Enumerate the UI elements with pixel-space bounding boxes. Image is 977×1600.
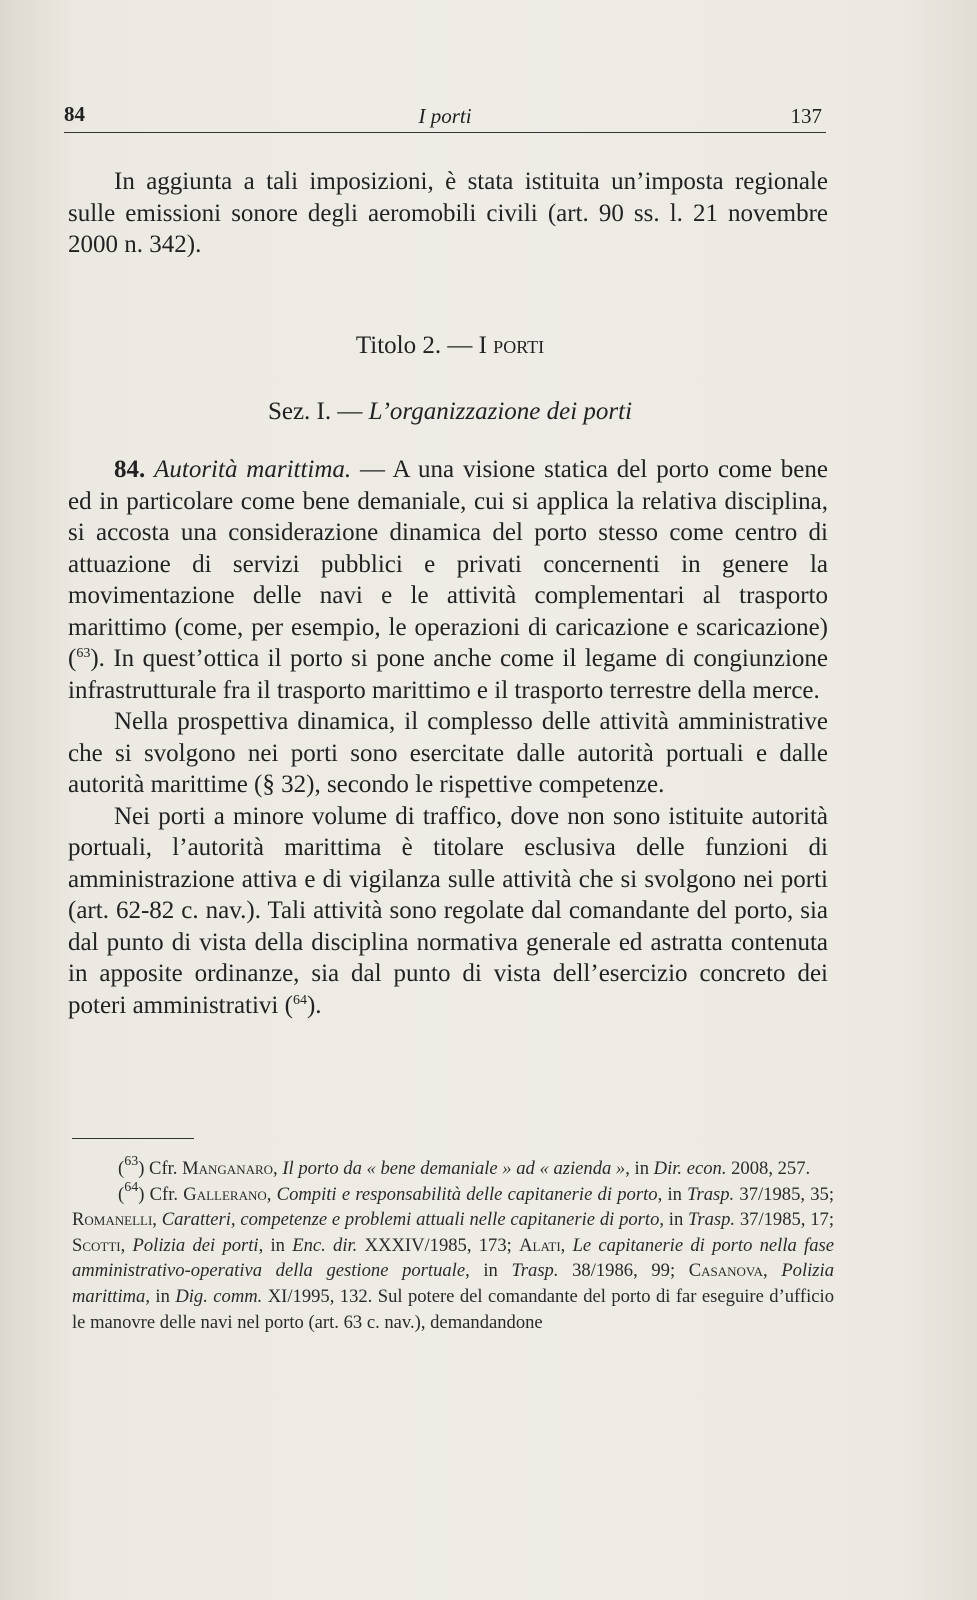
article-text-1b: ). In quest’ottica il porto si pone anche come il legame di congiunzione infrastrutturale fra il trasporto marittimo e il trasporto terrestre della merce. xyxy=(68,645,828,704)
footnote-64-journal-1: Trasp. xyxy=(687,1183,735,1205)
article-text-3a: Nei porti a minore volume di traffico, dove non sono istituite autorità portuali, l’autorità marittima è titolare esclusiva delle funzioni di amministrazione attiva e di vigilanza sulle attività che si svolgono nei porti (art. 62-82 c. nav.). Tali attività sono regolate dal comandante del porto, sia dal punto di vista della disciplina normativa generale ed astratta contenuta in apposite ordinanze, sia dal punto di vista dell’esercizio concreto dei poteri amministrativi ( xyxy=(68,802,828,1019)
footnote-63-journal: Dir. econ. xyxy=(653,1158,727,1179)
footnote-63: ($^{63}$) Cfr. Manganaro, Il porto da « bene demaniale » ad « azienda », in Dir. econ. 2008, 257. xyxy=(118,1154,811,1179)
footnote-64-ref-4: 38/1986, 99; xyxy=(558,1260,689,1282)
header-running-title: I porti xyxy=(418,104,472,128)
footnote-64-journal-4: Trasp. xyxy=(511,1260,559,1282)
article-number: 84. xyxy=(114,456,146,483)
footnote-64-title-1: Compiti e responsabilità delle capitanerie di porto xyxy=(276,1183,658,1205)
footnote-64-ref-5: XI/1995, 132. Sul potere del comandante del porto di far eseguire d’ufficio le manovre delle navi nel porto (art. 63 c. nav.), demandandone xyxy=(72,1285,834,1333)
footnote-64-in-1: , in xyxy=(657,1183,688,1205)
footnotes xyxy=(72,1156,834,1335)
section-heading xyxy=(0,398,900,426)
footnote-63-author: Manganaro xyxy=(182,1158,274,1179)
footnote-64-ref-3: XXXIV/1985, 173; xyxy=(357,1234,520,1256)
article-paragraph-3 xyxy=(68,801,828,1022)
footnote-64-ref-2: 37/1985, 17; xyxy=(735,1209,834,1231)
article-text-3b: ). xyxy=(306,991,322,1019)
footnote-64-ref-1: 37/1985, 35; xyxy=(734,1183,835,1205)
footnote-63-in: , in xyxy=(625,1158,654,1179)
header-page-number: 137 xyxy=(790,104,822,128)
footnote-63-number: 63 xyxy=(124,1154,139,1169)
footnote-64: ($^{64}$) Cfr. Gallerano, Compiti e responsabilità delle capitanerie di porto, in Trasp. 37/1985, 35; Romanelli, Caratteri, competenze e problemi attuali nelle capitanerie di porto, in Trasp. 37/1985, 17; Scotti, Polizia dei porti, in Enc. dir. XXXIV/1985, 173; Alati, Le capitanerie di porto nella fase amministrativo-operativa della gestione portuale, in Trasp. 38/1986, 99; Casanova, Polizia marittima, in Dig. comm. XI/1995, 132. Sul potere del comandante del porto di far eseguire d’ufficio le manovre delle navi nel porto (art. 63 c. nav.), demandandone xyxy=(72,1179,835,1333)
footnote-64-in-5: , in xyxy=(145,1285,176,1307)
footnote-ref-63: 63 xyxy=(76,646,91,661)
intro-paragraph xyxy=(68,166,828,261)
footnote-64-title-2: Caratteri, competenze e problemi attuali nelle capitanerie di porto xyxy=(161,1209,660,1231)
footnote-64-journal-3: Enc. dir. xyxy=(292,1234,358,1256)
article-paragraph-2: Nella prospettiva dinamica, il complesso delle attività amministrative che si svolgono nei porti sono esercitate dalle autorità portuali e dalle autorità marittime (§ 32), secondo le rispettive competenze. xyxy=(68,708,828,798)
article-dash: — xyxy=(351,456,393,483)
footnote-63-title: Il porto da « bene demaniale » ad « azienda » xyxy=(282,1158,626,1179)
footnote-64-author-4: Alati xyxy=(519,1234,561,1256)
article-heading: Autorità marittima. xyxy=(154,456,352,483)
footnote-63-cfr: Cfr. xyxy=(149,1158,183,1179)
footnote-ref-64: 64 xyxy=(292,992,307,1008)
footnote-separator xyxy=(72,1138,194,1139)
chapter-title-prefix: Titolo 2. — xyxy=(355,332,479,359)
footnote-64-in-4: , in xyxy=(465,1260,512,1282)
footnote-64-in-3: , in xyxy=(258,1234,293,1256)
footnote-64-author-2: Romanelli xyxy=(72,1209,153,1231)
footnote-64-journal-2: Trasp. xyxy=(688,1209,736,1231)
running-header xyxy=(64,102,826,133)
footnote-64-author-5: Casanova xyxy=(688,1260,764,1282)
footnote-63-ref: 2008, 257. xyxy=(726,1158,811,1179)
footnote-64-cfr: Cfr. xyxy=(149,1183,184,1205)
section-heading-name: L’organizzazione dei porti xyxy=(368,398,633,425)
footnote-64-title-4: Le capitanerie di porto nella fase amministrativo-operativa della gestione portuale xyxy=(72,1234,835,1282)
footnote-64-number: 64 xyxy=(124,1179,139,1195)
article-text-1a: A una visione statica del porto come bene ed in particolare come bene demaniale, cui si applica la relativa disciplina, si accosta una considerazione dinamica del porto stesso come centro di attuazione di servizi pubblici e privati concernenti in genere la movimentazione delle navi e le attività complementari al trasporto marittimo (come, per esempio, le operazioni di caricazione e scaricazione) ( xyxy=(68,456,829,672)
footnote-64-author-3: Scotti xyxy=(72,1234,121,1256)
chapter-title xyxy=(0,332,900,360)
footnote-64-author-1: Gallerano xyxy=(183,1183,267,1205)
section-heading-prefix: Sez. I. — xyxy=(267,398,369,425)
intro-text: In aggiunta a tali imposizioni, è stata istituita un’imposta regionale sulle emissioni sonore degli aeromobili civili (art. 90 ss. l. 21 novembre 2000 n. 342). xyxy=(68,168,828,258)
footnote-64-title-5: Polizia marittima xyxy=(72,1260,834,1307)
footnote-64-journal-5: Dig. comm. xyxy=(175,1285,263,1307)
article-body xyxy=(68,454,828,1021)
article-paragraph-1 xyxy=(68,454,828,706)
footnote-64-title-3: Polizia dei porti xyxy=(132,1234,259,1256)
footnote-64-in-2: , in xyxy=(659,1209,689,1231)
header-section-number: 84 xyxy=(64,102,85,126)
chapter-title-name: I porti xyxy=(478,332,545,359)
